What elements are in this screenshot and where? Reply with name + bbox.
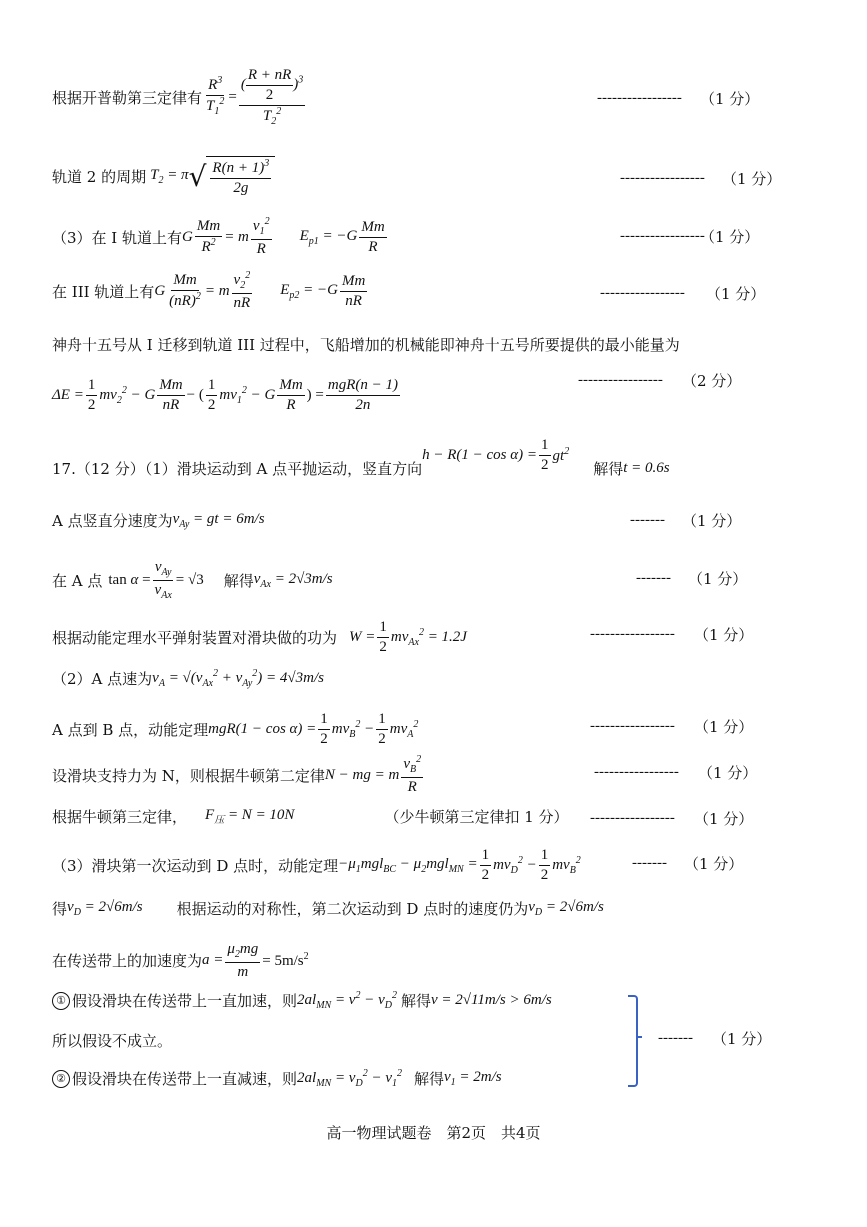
formula-rnr-t2: ( $\frac{R + nR}{2}$ )$^3$ $T_2^2$	[240, 67, 304, 127]
formula-gt2: $gt^2$	[552, 446, 570, 464]
score-6: （2 分）	[682, 372, 742, 390]
dash-10: -----------------	[590, 626, 675, 642]
frac-result: $\frac{\text{mgR(n − 1)}}{2n}$	[327, 377, 398, 413]
dash-4: -----------------	[600, 285, 685, 301]
line-ab	[52, 710, 418, 749]
vd-mid: 根据运动的对称性，第二次运动到 D 点时的速度仍为	[176, 900, 529, 918]
formula-h: h − R(1 − cos α) =	[422, 447, 538, 463]
formula-minus-paren: − (	[186, 386, 204, 403]
formula-sqrt: √ $\frac{R(n + 1)^3}{2g}$	[189, 156, 276, 198]
dash-2: -----------------	[620, 170, 705, 186]
line-accel	[52, 940, 309, 981]
formula-va: $v_A = √(v_{Ax}^2 + v_{Ay}^2) = 4√3m/s$	[152, 668, 324, 689]
dash-1: -----------------	[597, 90, 682, 106]
q17-text: 17.（12 分）（1）滑块运动到 A 点平抛运动，竖直方向	[52, 460, 423, 478]
line-assume1	[52, 990, 552, 1011]
formula-vd2: $v_D = 2√6m/s$	[528, 899, 604, 918]
vay-text: A 点竖直分速度为	[52, 512, 173, 530]
orbit1-text: （3）在 I 轨道上有	[52, 228, 183, 247]
formula-vay: $v_{Ay}$ = gt = 6m/s	[172, 511, 265, 530]
va-text: （2）A 点速为	[52, 670, 153, 688]
line-vay	[52, 510, 265, 531]
formula-m: = m	[224, 228, 249, 245]
dash-12: -----------------	[590, 718, 675, 734]
formula-v: v = 2√11m/s > 6m/s	[431, 992, 552, 1008]
brace-tip	[636, 1036, 642, 1038]
frac-half-b2: $\frac{1}{2}$	[540, 847, 549, 883]
formula-eq: =	[228, 88, 237, 105]
formula-vd: $v_D = 2√6m/s$	[67, 899, 143, 918]
line-tan	[52, 558, 333, 602]
dash-8: -------	[630, 512, 665, 528]
formula-2al2: $2al_{MN} = v_D^2 - v_1^2$	[297, 1068, 402, 1089]
frac-half-2: $\frac{1}{2}$	[207, 377, 216, 413]
frac-mu2mg: $\frac{\mu_2mg}{m}$	[227, 941, 259, 980]
formula-mgr: mgR(1 − cos α) =	[208, 720, 317, 737]
formula-2al: $2al_{MN} = v^2 - v_D^2$	[297, 990, 397, 1011]
score-9: （1 分）	[688, 570, 748, 588]
line-energy-text	[52, 334, 680, 355]
frac-vb-r: $\frac{v_B^2}{R}$	[403, 754, 422, 795]
dash-15: -------	[632, 855, 667, 871]
formula-mva: $mv_A^2$	[389, 718, 419, 740]
formula-mu: $-\mu_1mgl_{BC} - \mu_2mgl_{MN}$ =	[338, 855, 478, 875]
formula-g: G	[182, 228, 193, 245]
line-part3	[52, 846, 581, 885]
formula-delta-e: ΔE =	[52, 386, 84, 403]
formula-t2: $T_2 = \pi$	[150, 167, 189, 187]
tan-text: 在 A 点	[52, 571, 103, 590]
formula-g3: G	[154, 282, 166, 299]
formula-tan: tan α =	[108, 571, 151, 588]
assume2-solve: 解得	[413, 1070, 444, 1088]
frac-half-a: $\frac{1}{2}$	[378, 711, 386, 747]
formula-mv1: $mv_1^2 - G$	[219, 384, 276, 406]
line-q17	[52, 437, 670, 479]
formula-mm-r2: $\frac{Mm}{R^2}$	[196, 218, 221, 256]
score-1: （1 分）	[700, 90, 760, 108]
line-newton2	[52, 754, 425, 796]
formula-v2: $\frac{v_2^2}{nR}$	[233, 270, 251, 311]
score-2: （1 分）	[722, 170, 782, 188]
formula-t: t = 0.6s	[623, 460, 670, 476]
assume1-solve: 解得	[400, 992, 431, 1010]
formula-close-eq: ) =	[306, 386, 324, 403]
vd-text: 得	[52, 900, 68, 918]
dash-18: -------	[658, 1030, 693, 1046]
frac-half-1: $\frac{1}{2}$	[87, 377, 96, 413]
formula-a: a =	[202, 952, 224, 969]
score-18: （1 分）	[712, 1030, 772, 1048]
dash-3: -----------------	[620, 228, 705, 244]
formula-sqrt3: = √3	[175, 571, 204, 588]
score-3: （1 分）	[700, 228, 760, 246]
formula-w-val: $mv_{Ax}^2 = 1.2J$	[390, 626, 467, 648]
assume1-text: 假设滑块在传送带上一直加速，则	[72, 992, 298, 1010]
part3-text: （3）滑块第一次运动到 D 点时，动能定理	[52, 856, 339, 875]
q17-solve: 解得	[593, 460, 624, 478]
period-text: 轨道 2 的周期	[52, 168, 147, 187]
score-14: （1 分）	[694, 810, 754, 828]
formula-n-mg: N − mg = m	[324, 766, 400, 783]
dash-14: -----------------	[590, 810, 675, 826]
score-12: （1 分）	[694, 718, 754, 736]
line-va	[52, 668, 324, 689]
formula-v1: $v_1 = 2m/s$	[444, 1069, 502, 1088]
score-8: （1 分）	[682, 512, 742, 530]
energy-text: 神舟十五号从 I 迁移到轨道 III 过程中，飞船增加的机械能即神舟十五号所要提供的最小能量为	[52, 336, 680, 354]
score-10: （1 分）	[694, 626, 754, 644]
line-newton3	[52, 806, 569, 827]
tan-solve: 解得	[223, 571, 254, 590]
newton3-text: 根据牛顿第三定律，	[52, 808, 188, 826]
formula-w: W =	[349, 628, 376, 645]
formula-ep2: $E_{p2} = -G$	[280, 281, 338, 301]
line-vd	[52, 898, 604, 919]
circle-1-icon: ①	[52, 992, 70, 1010]
dash-13: -----------------	[594, 764, 679, 780]
circle-2-icon: ②	[52, 1070, 70, 1088]
formula-a-val: = $5m/s^2$	[262, 951, 309, 970]
invalid-text: 所以假设不成立。	[52, 1032, 173, 1050]
formula-mm-r: $\frac{Mm}{R}$	[361, 218, 385, 255]
formula-v1: $\frac{v_1^2}{R}$	[252, 216, 270, 257]
frac-half-gt: $\frac{1}{2}$	[541, 437, 549, 473]
frac-mm-r-2: $\frac{Mm}{R}$	[279, 377, 303, 413]
orbit3-text: 在 III 轨道上有	[52, 282, 155, 301]
line-kepler	[52, 66, 307, 128]
frac-mm-nr-2: $\frac{Mm}{nR}$	[159, 377, 183, 413]
page-footer: 高一物理试题卷 第2页 共4页	[326, 1124, 541, 1142]
formula-mvb2: $mv_B^2$	[552, 854, 581, 876]
score-4: （1 分）	[706, 285, 766, 303]
line-assume2	[52, 1068, 502, 1089]
score-13: （1 分）	[698, 764, 758, 782]
formula-mm-nr2: $\frac{Mm}{(nR)^2}$	[169, 272, 201, 310]
work-text: 根据动能定理水平弹射装置对滑块做的功为	[52, 628, 338, 647]
kepler-text: 根据开普勒第三定律有	[52, 88, 203, 107]
formula-r3-t1: $\frac{R^3}{T_1^2}$	[206, 75, 225, 118]
brace-bracket	[628, 995, 638, 1087]
frac-vay-vax: $\frac{v_{Ay}}{v_{Ax}}$	[154, 559, 172, 601]
dash-6: -----------------	[578, 372, 663, 388]
assume2-text: 假设滑块在传送带上一直减速，则	[72, 1070, 298, 1088]
line-invalid	[52, 1030, 172, 1051]
accel-text: 在传送带上的加速度为	[52, 952, 203, 971]
newton3-note: （少牛顿第三定律扣 1 分）	[384, 808, 569, 826]
frac-half-w: $\frac{1}{2}$	[379, 619, 387, 655]
line-orbit3	[52, 270, 369, 312]
newton2-text: 设滑块支持力为 N，则根据牛顿第二定律	[52, 766, 325, 785]
line-work	[52, 618, 467, 657]
formula-mvd: $mv_D^2$ −	[493, 854, 537, 876]
line-delta-e	[52, 376, 402, 415]
formula-ep1: $E_{p1} = -G$	[299, 227, 358, 247]
formula-mm-nr: $\frac{Mm}{nR}$	[341, 272, 366, 309]
line-period	[52, 156, 275, 198]
formula-mv2: $mv_2^2 - G$	[99, 384, 156, 406]
frac-half-d: $\frac{1}{2}$	[481, 847, 490, 883]
dash-9: -------	[636, 570, 671, 586]
line-orbit1	[52, 216, 389, 258]
frac-half-b: $\frac{1}{2}$	[320, 711, 328, 747]
formula-mvb: $mv_B^2$ −	[331, 718, 375, 740]
formula-fpress: $F_压 = N = 10N$	[205, 807, 295, 826]
formula-vax: $v_{Ax} = 2√3m/s$	[253, 570, 333, 590]
formula-m3: = m	[204, 282, 230, 299]
score-15: （1 分）	[684, 855, 744, 873]
ab-text: A 点到 B 点，动能定理	[52, 720, 209, 739]
